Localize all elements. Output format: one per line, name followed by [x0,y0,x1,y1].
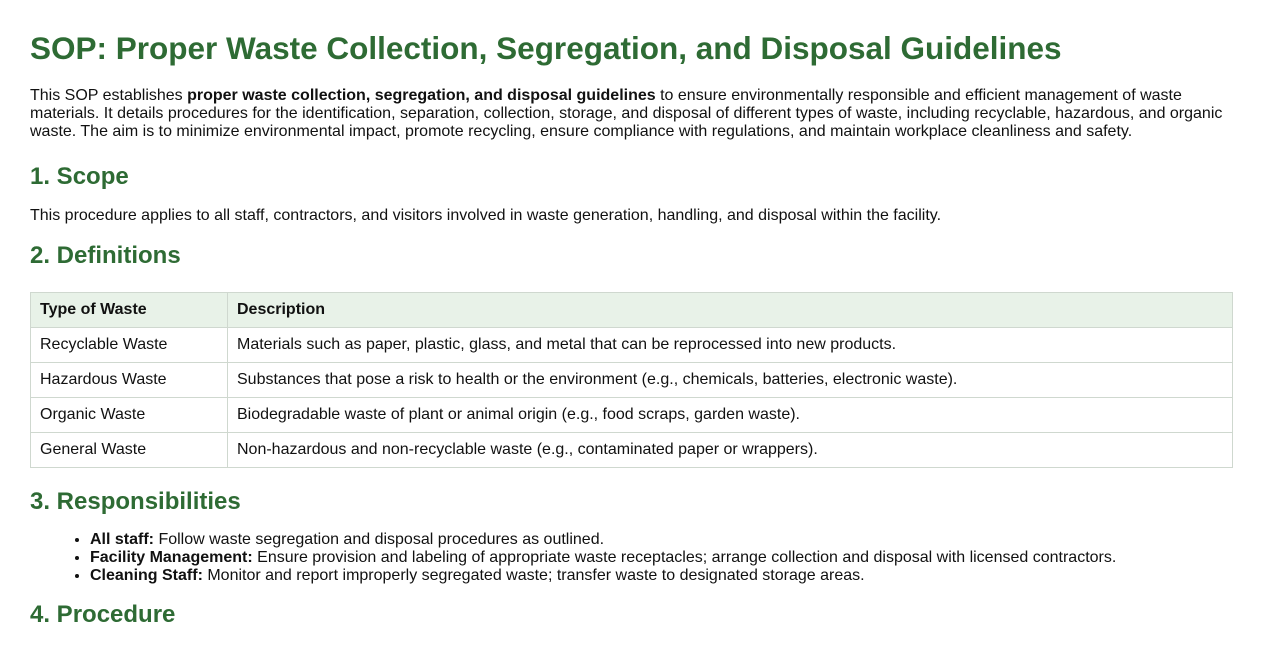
role-text: Ensure provision and labeling of appropriate waste receptacles; arrange collection and disposal with licensed contractors. [252,549,1117,566]
table-header-row [31,293,1233,328]
list-item [90,567,1233,585]
cell-waste-type: Organic Waste [31,398,228,433]
responsibilities-list [30,531,1233,585]
table-row [31,328,1233,363]
role-label: Cleaning Staff: [90,567,203,584]
cell-description: Substances that pose a risk to health or the environment (e.g., chemicals, batteries, electronic waste). [228,363,1233,398]
cell-description: Materials such as paper, plastic, glass, and metal that can be reprocessed into new products. [228,328,1233,363]
responsibilities-heading: 3. Responsibilities [30,488,241,515]
cell-waste-type: Recyclable Waste [31,328,228,363]
intro-lead: This SOP establishes [30,87,188,104]
page-title: SOP: Proper Waste Collection, Segregation, and Disposal Guidelines [30,30,1062,66]
table-row [31,433,1233,468]
intro-bold: proper waste collection, segregation, and disposal guidelines [187,87,656,104]
cell-description: Biodegradable waste of plant or animal origin (e.g., food scraps, garden waste). [228,398,1233,433]
list-item [90,549,1233,567]
table-row [31,363,1233,398]
role-text: Monitor and report improperly segregated waste; transfer waste to designated storage areas. [202,567,865,584]
cell-waste-type: Hazardous Waste [31,363,228,398]
table-row [31,398,1233,433]
definitions-table [30,292,1233,468]
cell-waste-type: General Waste [31,433,228,468]
scope-text: This procedure applies to all staff, contractors, and visitors involved in waste generation, handling, and disposal within the facility. [30,207,942,224]
intro-paragraph [30,87,1232,141]
list-item [90,531,1233,549]
column-header-description: Description [228,293,1233,328]
role-text: Follow waste segregation and disposal procedures as outlined. [154,531,605,548]
scope-heading: 1. Scope [30,163,129,190]
role-label: All staff: [90,531,154,548]
cell-description: Non-hazardous and non-recyclable waste (e.g., contaminated paper or wrappers). [228,433,1233,468]
column-header-type: Type of Waste [31,293,228,328]
procedure-heading: 4. Procedure [30,601,176,628]
definitions-heading: 2. Definitions [30,242,181,269]
role-label: Facility Management: [90,549,253,566]
intro-rest: to ensure environmentally responsible and efficient management of waste materials. It details procedures for the identification, separation, collection, storage, and disposal of different types of waste, including recyclable, hazardous, and organic waste. The aim is to minimize environmental impact, promote recycling, ensure compliance with regulations, and maintain workplace cleanliness and safety. [30,87,1223,140]
